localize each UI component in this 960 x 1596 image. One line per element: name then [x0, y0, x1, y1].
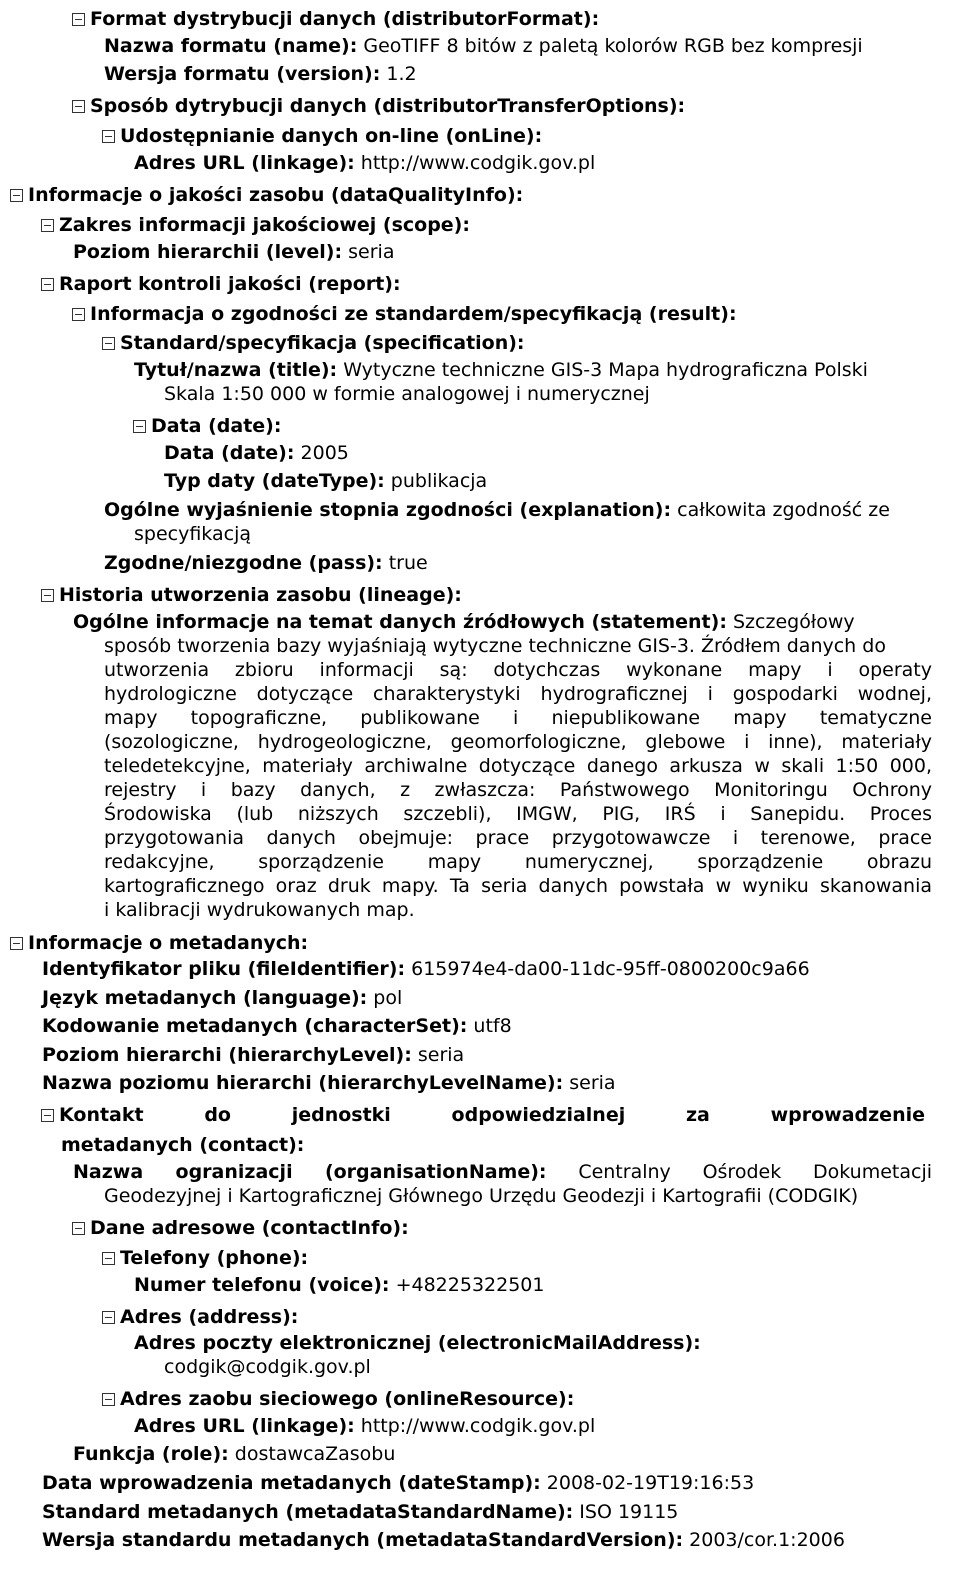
collapse-icon[interactable]: [41, 589, 54, 602]
specification-node[interactable]: [0, 329, 960, 357]
address-node[interactable]: [0, 1303, 960, 1331]
collapse-icon[interactable]: [41, 219, 54, 232]
transfer-options-node[interactable]: [0, 92, 960, 120]
contact-info-node[interactable]: [0, 1214, 960, 1242]
date-node[interactable]: [0, 412, 960, 440]
pass-field: Zgodne/niezgodne (pass): true: [104, 552, 428, 574]
node-label: Dane adresowe (contactInfo):: [90, 1217, 409, 1239]
statement-line: rejestry i bazy danych, z zwłaszcza: Państwowego Monitoringu Ochrony: [104, 779, 932, 801]
email-value: [0, 1355, 960, 1379]
collapse-icon[interactable]: [102, 1252, 115, 1265]
collapse-icon[interactable]: [10, 937, 23, 950]
spec-title-field: Tytuł/nazwa (title): Wytyczne techniczne GIS-3 Mapa hydrograficzna Polski: [134, 359, 868, 381]
node-label: Adres zaobu sieciowego (onlineResource):: [120, 1388, 575, 1410]
explanation-field: Ogólne wyjaśnienie stopnia zgodności (explanation): całkowita zgodność ze: [104, 499, 890, 521]
statement-line: mapy topograficzne, publikowane i niepublikowane mapy tematyczne: [104, 707, 932, 729]
collapse-icon[interactable]: [102, 130, 115, 143]
contact-node[interactable]: [0, 1101, 925, 1129]
datestamp-field: Data wprowadzenia metadanych (dateStamp): 2008-02-19T19:16:53: [42, 1472, 755, 1494]
statement-line: Środowiska (lub niższych szczebli), IMGW, PIG, IRŚ i Sanepidu. Proces: [104, 803, 932, 825]
organisation-field: Nazwa ogranizacji (organisationName): Centralny Ośrodek Dokumetacji: [73, 1161, 933, 1183]
standard-name-field: Standard metadanych (metadataStandardName): ISO 19115: [42, 1501, 679, 1523]
collapse-icon[interactable]: [72, 1222, 85, 1235]
node-label: Informacje o metadanych:: [28, 932, 309, 954]
statement-line: kartograficznego oraz druk mapy. Ta seria danych powstała w wyniku skanowania: [104, 875, 932, 897]
organisation-continued: Geodezyjnej i Kartograficznej Głównego Urzędu Geodezji i Kartografii (CODGIK): [104, 1185, 859, 1207]
lineage-node[interactable]: [0, 581, 960, 609]
collapse-icon[interactable]: [133, 420, 146, 433]
collapse-icon[interactable]: [41, 278, 54, 291]
file-identifier-field: Identyfikator pliku (fileIdentifier): 615974e4-da00-11dc-95ff-0800200c9a66: [42, 958, 810, 980]
collapse-icon[interactable]: [102, 337, 115, 350]
online-linkage-field: Adres URL (linkage): http://www.codgik.gov.pl: [134, 1415, 596, 1437]
contact-node-continued: [0, 1131, 960, 1159]
spec-title-continued: Skala 1:50 000 w formie analogowej i numerycznej: [164, 383, 650, 405]
hierarchy-level-name-field: Nazwa poziomu hierarchi (hierarchyLevelName): seria: [42, 1072, 616, 1094]
collapse-icon[interactable]: [72, 13, 85, 26]
datetype-field: Typ daty (dateType): publikacja: [164, 470, 488, 492]
node-label: Informacje o jakości zasobu (dataQualityInfo):: [28, 184, 524, 206]
format-version-field: Wersja formatu (version): 1.2: [104, 63, 417, 85]
date-field: Data (date): 2005: [164, 442, 349, 464]
statement-line: sposób tworzenia bazy wyjaśniają wytyczne techniczne GIS-3. Źródłem danych do: [104, 635, 886, 657]
metadata-node[interactable]: [0, 929, 960, 957]
level-field: Poziom hierarchii (level): seria: [73, 241, 395, 263]
statement-line: teledetekcyjne, materiały archiwalne dotyczące danego arkusza w skali 1:50 000,: [104, 755, 932, 777]
collapse-icon[interactable]: [102, 1311, 115, 1324]
linkage-field: Adres URL (linkage): http://www.codgik.gov.pl: [134, 152, 596, 174]
node-label: Adres (address):: [120, 1306, 299, 1328]
statement-line: (sozologiczne, hydrogeologiczne, geomorfologiczne, glebowe i inne), materiały: [104, 731, 932, 753]
report-node[interactable]: [0, 270, 960, 298]
collapse-icon[interactable]: [10, 189, 23, 202]
standard-version-field: Wersja standardu metadanych (metadataStandardVersion): 2003/cor.1:2006: [42, 1529, 845, 1551]
email-field: Adres poczty elektronicznej (electronicMailAddress):: [134, 1332, 701, 1354]
collapse-icon[interactable]: [41, 1109, 54, 1122]
node-label: Informacja o zgodności ze standardem/specyfikacją (result):: [90, 303, 737, 325]
language-field: Język metadanych (language): pol: [42, 987, 403, 1009]
statement-line: redakcyjne, sporządzenie mapy numerycznej, sporządzenie obrazu: [104, 851, 932, 873]
voice-field: Numer telefonu (voice): +48225322501: [134, 1274, 545, 1296]
collapse-icon[interactable]: [72, 100, 85, 113]
statement-line: i kalibracji wydrukowanych map.: [104, 899, 415, 921]
format-name-field: Nazwa formatu (name): GeoTIFF 8 bitów z paletą kolorów RGB bez kompresji: [104, 35, 863, 57]
hierarchy-level-field: Poziom hierarchi (hierarchyLevel): seria: [42, 1044, 465, 1066]
result-node[interactable]: [0, 300, 960, 328]
node-label: Sposób dytrybucji danych (distributorTransferOptions):: [90, 95, 686, 117]
node-label: Standard/specyfikacja (specification):: [120, 332, 525, 354]
phone-node[interactable]: [0, 1244, 960, 1272]
statement-field: Ogólne informacje na temat danych źródłowych (statement): Szczegółowy: [73, 611, 855, 633]
node-label: Kontakt do jednostki odpowiedzialnej za wprowadzenie: [59, 1104, 925, 1126]
linkage-link[interactable]: http://www.codgik.gov.pl: [360, 152, 596, 174]
email-link[interactable]: codgik@codgik.gov.pl: [164, 1356, 371, 1378]
node-label: Zakres informacji jakościowej (scope):: [59, 214, 470, 236]
node-label: Data (date):: [151, 415, 282, 437]
node-label: Format dystrybucji danych (distributorFormat):: [90, 8, 600, 30]
statement-text: [104, 634, 932, 922]
collapse-icon[interactable]: [102, 1393, 115, 1406]
statement-line: utworzenia zbioru informacji są: dotychczas wykonane mapy i operaty: [104, 659, 932, 681]
node-label: metadanych (contact):: [61, 1134, 305, 1156]
scope-node[interactable]: [0, 211, 960, 239]
node-label: Telefony (phone):: [120, 1247, 309, 1269]
node-label: Historia utworzenia zasobu (lineage):: [59, 584, 462, 606]
data-quality-node[interactable]: [0, 181, 960, 209]
linkage-link[interactable]: http://www.codgik.gov.pl: [360, 1415, 596, 1437]
online-node[interactable]: [0, 122, 960, 150]
role-field: Funkcja (role): dostawcaZasobu: [73, 1443, 396, 1465]
collapse-icon[interactable]: [72, 308, 85, 321]
online-resource-node[interactable]: [0, 1385, 960, 1413]
statement-line: hydrologiczne dotyczące charakterystyki hydrograficznej i gospodarki wodnej,: [104, 683, 932, 705]
statement-line: przygotowania danych obejmuje: prace przygotowawcze i terenowe, prace: [104, 827, 932, 849]
distributor-format-node[interactable]: [0, 5, 960, 33]
charset-field: Kodowanie metadanych (characterSet): utf8: [42, 1015, 512, 1037]
node-label: Raport kontroli jakości (report):: [59, 273, 401, 295]
node-label: Udostępnianie danych on-line (onLine):: [120, 125, 543, 147]
explanation-continued: specyfikacją: [134, 523, 251, 545]
